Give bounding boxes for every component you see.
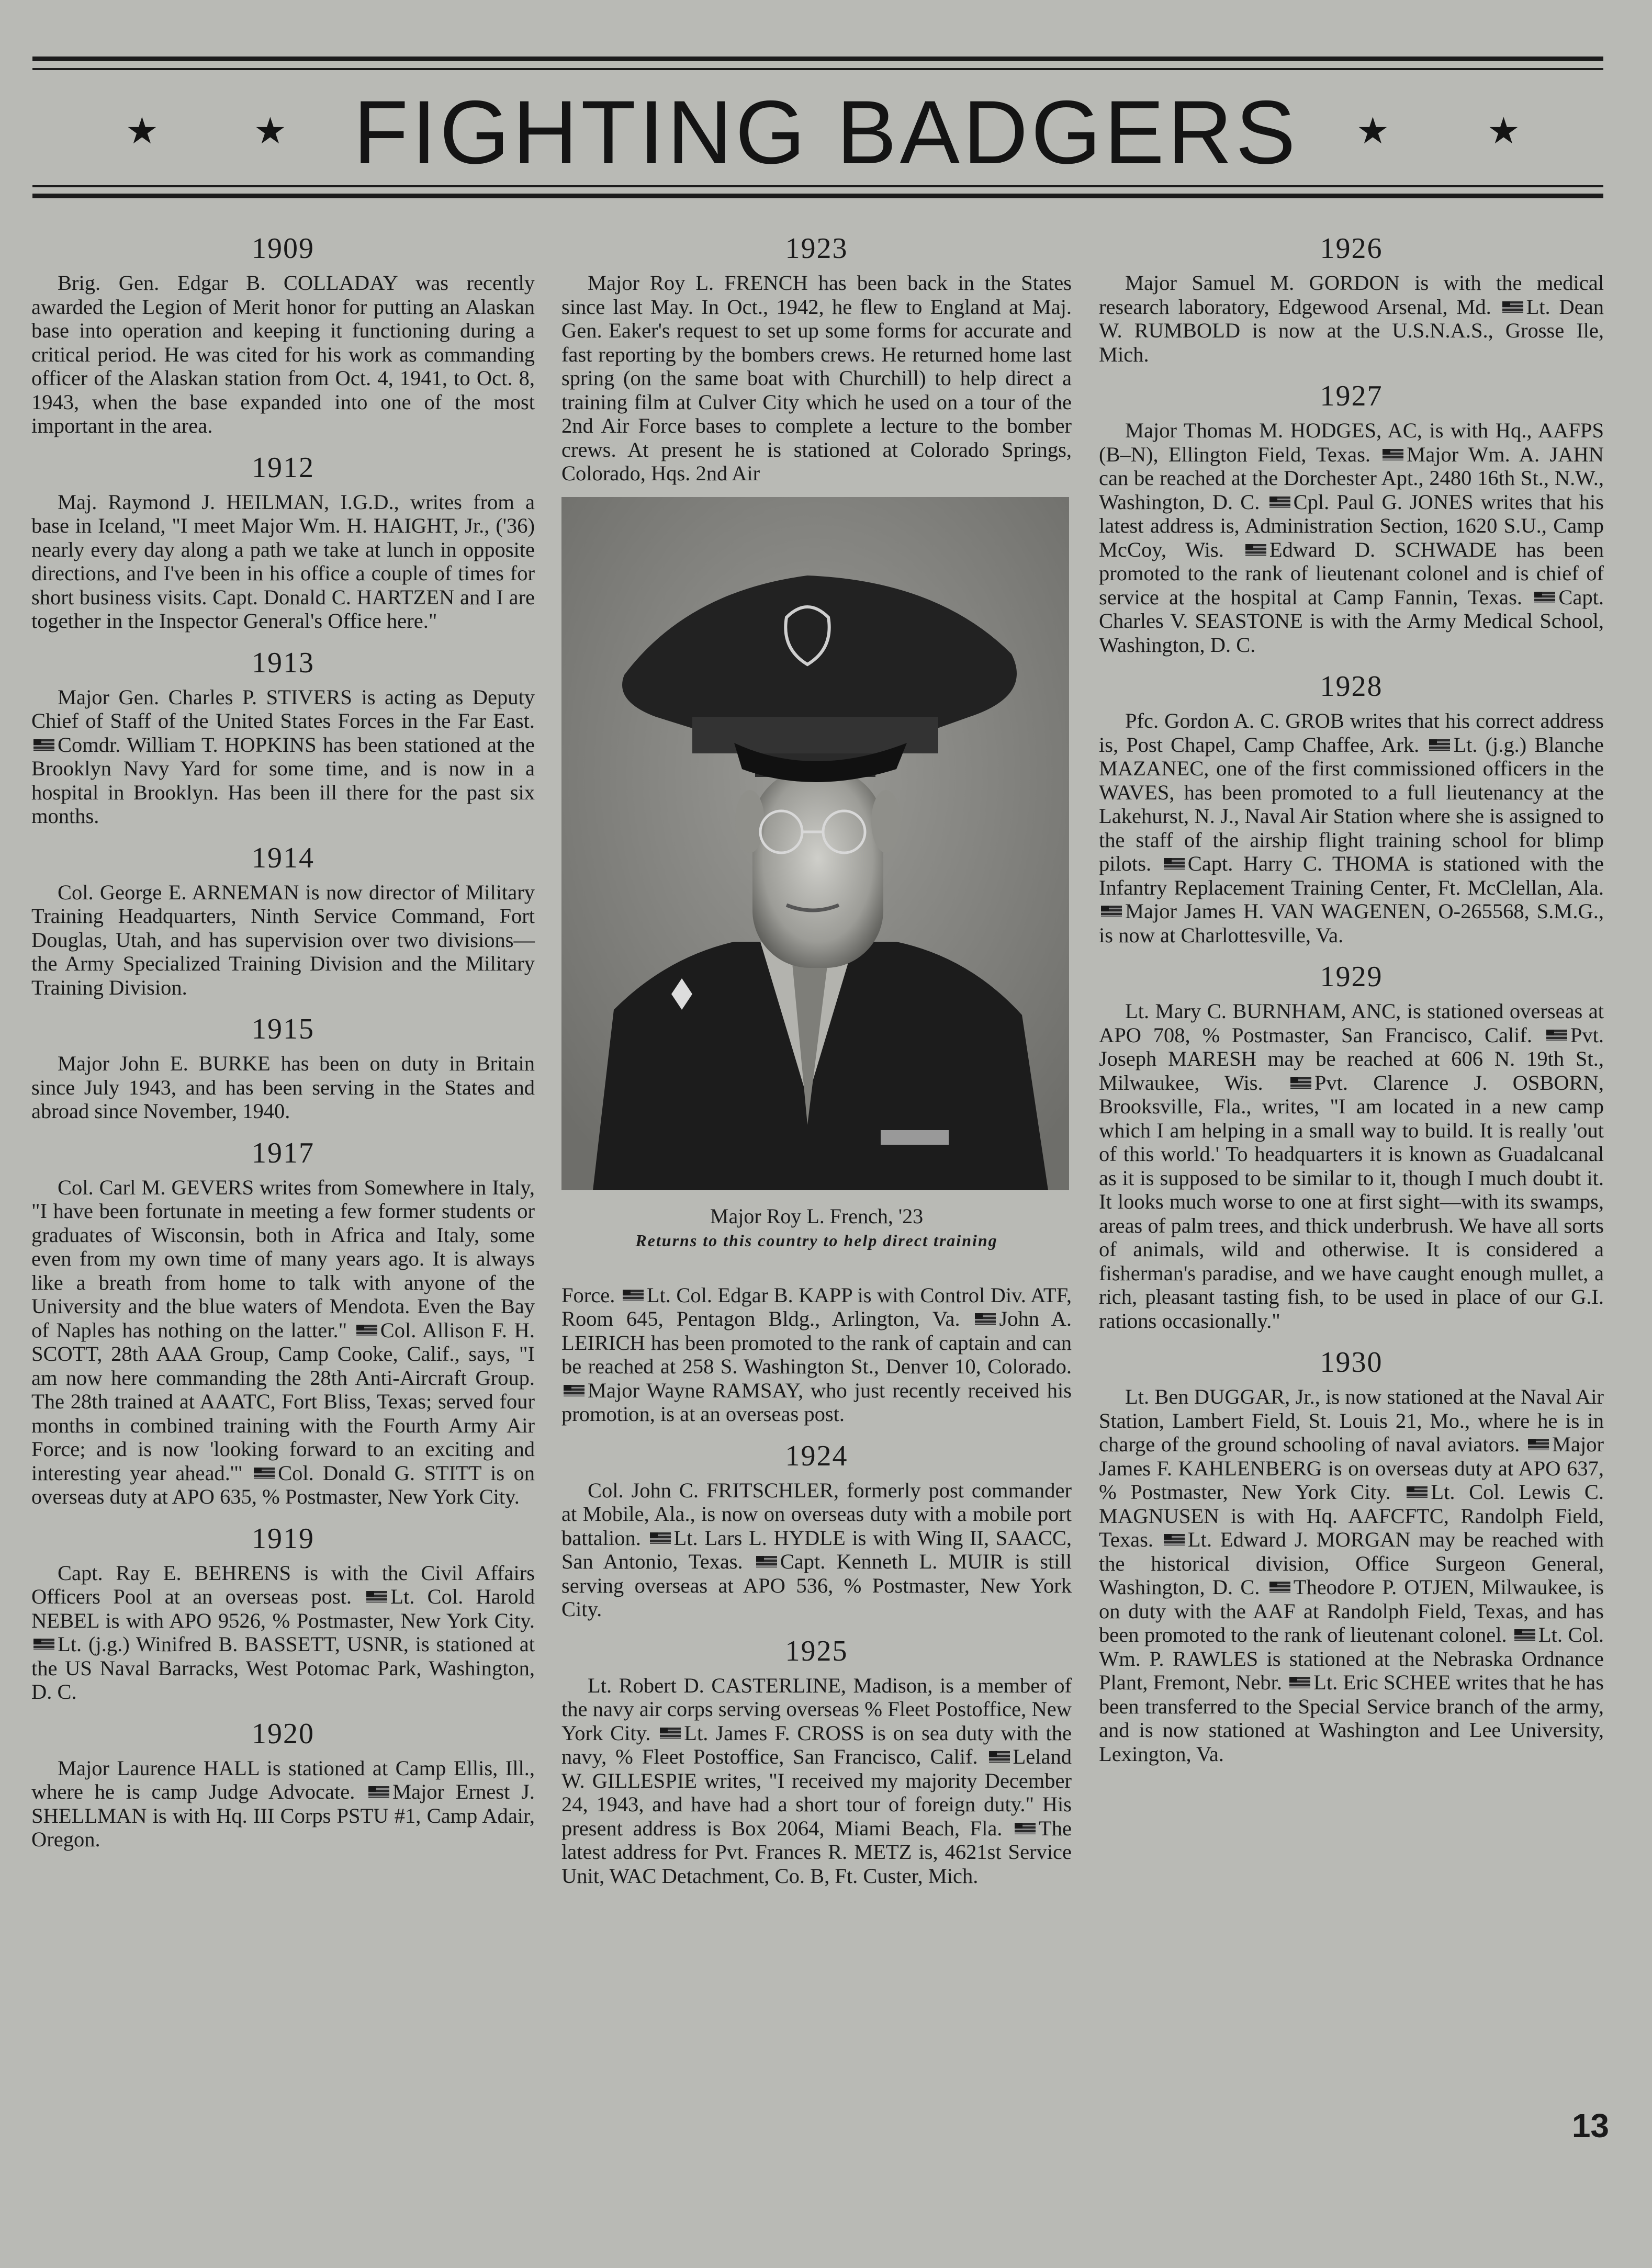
alumni-note: The latest address for Pvt. Frances R. METZ is, 4621st Service Unit, WAC Detachment, Co. B, Ft. Custer, Mich. — [561, 1816, 1072, 1888]
alumni-note: Lt. Col. Edgar B. KAPP is with Control Div. ATF, Room 645, Pentagon Bldg., Arlington, Va. — [561, 1283, 1072, 1330]
class-year-heading: 1927 — [1320, 380, 1383, 412]
alumni-note: Brig. Gen. Edgar B. COLLADAY was recently awarded the Legion of Merit honor for putting an Alaskan base into operation and keeping it functioning during a critical period. He was cited for his work as commanding officer of the Alaskan station from Oct. 4, 1941, to Oct. 8, 1943, when the base expanded into one of the most important in the area. — [31, 271, 535, 437]
class-note-paragraph — [31, 881, 535, 1000]
alumni-note: Lt. Dean W. RUMBOLD is now at the U.S.N.A.S., Grosse Ile, Mich. — [1099, 295, 1604, 366]
flag-icon — [1015, 1823, 1036, 1834]
alumni-note: Lt. (j.g.) Blanche MAZANEC, one of the first commissioned officers in the WAVES, has been promoted to a full lieutenancy at the Lakehurst, N. J., Naval Air Station where she is assigned to the staff of the airship flight training school for blimp pilots. — [1099, 732, 1604, 875]
alumni-note: Lt. Lars L. HYDLE is with Wing II, SAACC, San Antonio, Texas. — [561, 1526, 1072, 1573]
flag-icon — [1383, 449, 1403, 460]
alumni-note: Force. — [561, 1283, 615, 1307]
portrait-image — [561, 497, 1069, 1190]
class-note-paragraph — [1099, 709, 1604, 947]
column-left — [31, 230, 535, 1863]
alumni-note: Lt. Mary C. BURNHAM, ANC, is stationed overseas at APO 708, % Postmaster, San Francisco, Calif. — [1099, 999, 1604, 1047]
page-number: 13 — [1571, 2107, 1609, 2145]
class-note-paragraph — [31, 271, 535, 438]
alumni-note: Major Laurence HALL is stationed at Camp Ellis, Ill., where he is camp Judge Advocate. — [31, 1756, 535, 1803]
alumni-note: Col. Carl M. GEVERS writes from Somewhere in Italy, "I have been fortunate in meeting a few former students or graduates of Wisconsin, both in Africa and Italy, some even from my own time of many years ago. It is always like a breath from home to talk with anyone of the University and the blue waters of Mendota. Even the Bay of Naples has nothing on the latter." — [31, 1175, 535, 1342]
flag-icon — [1407, 1486, 1428, 1498]
class-year-heading: 1914 — [252, 841, 314, 874]
column-right — [1099, 230, 1604, 1777]
class-year-heading: 1913 — [252, 646, 314, 679]
flag-icon — [1164, 1534, 1185, 1545]
flag-icon — [356, 1325, 377, 1336]
class-year-heading: 1930 — [1320, 1346, 1383, 1379]
class-year-heading: 1919 — [252, 1522, 314, 1555]
class-note-paragraph — [31, 490, 535, 633]
class-year-heading: 1924 — [785, 1439, 848, 1472]
class-note-paragraph — [1099, 1385, 1604, 1766]
flag-icon — [1164, 858, 1185, 870]
alumni-note: Major Wm. A. JAHN can be reached at the Dorchester Apt., 2480 16th St., N.W., Washington, D. C. — [1099, 442, 1604, 514]
class-year-heading: 1917 — [252, 1136, 314, 1169]
flag-icon — [1269, 497, 1290, 508]
flag-icon — [1269, 1582, 1290, 1593]
class-note-paragraph — [561, 1479, 1072, 1621]
alumni-note: Lt. Robert D. CASTERLINE, Madison, is a member of the navy air corps serving overseas % Fleet Postoffice, New York City. — [561, 1673, 1072, 1745]
flag-icon — [1528, 1439, 1549, 1450]
alumni-note: Lt. (j.g.) Winifred B. BASSETT, USNR, is stationed at the US Naval Barracks, West Potomac Park, Washington, D. C. — [31, 1632, 535, 1703]
alumni-note: Capt. Harry C. THOMA is stationed with the Infantry Replacement Training Center, Ft. McClellan, Ala. — [1099, 852, 1604, 899]
flag-icon — [756, 1556, 777, 1567]
flag-icon — [975, 1313, 996, 1325]
flag-icon — [368, 1786, 389, 1798]
alumni-note: Col. George E. ARNEMAN is now director of Military Training Headquarters, Ninth Service Command, Fort Douglas, Utah, and has supervision over two divisions—the Army Specialized Training Division and the Military Training Division. — [31, 880, 535, 999]
class-note-paragraph — [561, 271, 1072, 486]
alumni-note: John A. LEIRICH has been promoted to the rank of captain and can be reached at 258 S. Washington St., Denver 10, Colorado. — [561, 1307, 1072, 1378]
alumni-note: Edward D. SCHWADE has been promoted to the rank of lieutenant colonel and is chief of service at the hospital at Camp Fannin, Texas. — [1099, 537, 1604, 609]
class-note-paragraph — [1099, 999, 1604, 1333]
flag-icon — [366, 1591, 387, 1603]
alumni-note: Major Wayne RAMSAY, who just recently received his promotion, is at an overseas post. — [561, 1378, 1072, 1426]
class-year-heading: 1925 — [785, 1634, 848, 1667]
alumni-note: Lt. James F. CROSS is on sea duty with the navy, % Fleet Postoffice, San Francisco, Calif. — [561, 1721, 1072, 1768]
alumni-note: Lt. Col. Lewis C. MAGNUSEN is with Hq. AAFCFTC, Randolph Field, Texas. — [1099, 1480, 1604, 1551]
star-icon: ★ — [1487, 109, 1520, 152]
class-note-paragraph — [561, 1674, 1072, 1888]
star-icon: ★ — [126, 109, 159, 152]
flag-icon — [1514, 1629, 1535, 1641]
flag-icon — [1502, 301, 1523, 313]
class-note-paragraph — [561, 1283, 1072, 1426]
flag-icon — [1546, 1030, 1567, 1041]
flag-icon — [1289, 1677, 1310, 1688]
flag-icon — [564, 1385, 585, 1396]
class-note-paragraph — [31, 685, 535, 828]
page-title: FIGHTING BADGERS — [353, 82, 1299, 183]
class-year-heading: 1923 — [785, 232, 848, 265]
alumni-note: Pfc. Gordon A. C. GROB writes that his correct address is, Post Chapel, Camp Chaffee, Ark. — [1099, 709, 1604, 757]
alumni-note: Lt. Ben DUGGAR, Jr., is now stationed at the Naval Air Station, Lambert Field, St. Louis 21, Mo., where he is in charge of the ground schooling of naval aviators. — [1099, 1385, 1604, 1456]
class-year-heading: 1928 — [1320, 670, 1383, 703]
alumni-note: Major Roy L. FRENCH has been back in the States since last May. In Oct., 1942, he flew to England at Maj. Gen. Eaker's request to set up some forms for accurate and fast reporting by the bombers crews. He returned home last spring (on the same boat with Churchill) to help direct a training film at Culver City which he used on a tour of the 2nd Air Force bases to complete a lecture to the bomber crews. At present he is stationed at Colorado Springs, Colorado, Hqs. 2nd Air — [561, 271, 1072, 485]
masthead-rule-bottom — [32, 194, 1603, 198]
column-middle-bottom — [561, 1283, 1072, 1888]
flag-icon — [623, 1290, 644, 1301]
column-middle — [561, 230, 1072, 1899]
class-note-paragraph — [1099, 419, 1604, 657]
flag-icon — [33, 739, 54, 751]
alumni-note: Capt. Ray E. BEHRENS is with the Civil Affairs Officers Pool at an overseas post. — [31, 1561, 535, 1608]
alumni-note: Pvt. Joseph MARESH may be reached at 606 N. 19th St., Milwaukee, Wis. — [1099, 1023, 1604, 1094]
star-icon: ★ — [254, 109, 287, 152]
alumni-note: Comdr. William T. HOPKINS has been stationed at the Brooklyn Navy Yard for some time, and is now in a hospital in Brooklyn. Has been ill there for the past six months. — [31, 732, 535, 828]
class-year-heading: 1909 — [252, 232, 314, 265]
alumni-note: Lt. Eric SCHEE writes that he has been transferred to the Special Service branch of the army, and is now stationed at Washington and Lee University, Lexington, Va. — [1099, 1671, 1604, 1766]
class-year-heading: 1915 — [252, 1013, 314, 1045]
alumni-note: Lt. Col. Harold NEBEL is with APO 9526, % Postmaster, New York City. — [31, 1585, 535, 1632]
class-year-heading: 1912 — [252, 451, 314, 484]
alumni-note: Lt. Col. Wm. P. RAWLES is stationed at the Nebraska Ordnance Plant, Fremont, Nebr. — [1099, 1623, 1604, 1694]
alumni-note: Col. John C. FRITSCHLER, formerly post commander at Mobile, Ala., is now on overseas duty with a mobile port battalion. — [561, 1478, 1072, 1550]
class-year-heading: 1929 — [1320, 961, 1383, 993]
alumni-note: Capt. Charles V. SEASTONE is with the Army Medical School, Washington, D. C. — [1099, 585, 1604, 657]
alumni-note: Col. Allison F. H. SCOTT, 28th AAA Group, Camp Cooke, Calif., says, "I am now here commanding the 28th Anti-Aircraft Group. The 28th trained at AAATC, Fort Bliss, Texas; served four months in combined training with the Fourth Army Air Force; and is now 'looking forward to an exciting and interesting year ahead.'" — [31, 1318, 535, 1485]
flag-icon — [650, 1532, 671, 1544]
alumni-note: Maj. Raymond J. HEILMAN, I.G.D., writes from a base in Iceland, "I meet Major Wm. H. HAIGHT, Jr., ('36) nearly every day along a path we take at lunch in opposite directions, and I've been in his office a couple of times for short business visits. Capt. Donald C. HARTZEN and I are together in the Inspector General's Office here." — [31, 490, 535, 633]
class-year-heading: 1926 — [1320, 232, 1383, 265]
photo-caption-name: Major Roy L. French, '23 — [710, 1204, 924, 1228]
photo-caption-description: Returns to this country to help direct training — [635, 1231, 998, 1250]
masthead-rule-top — [32, 57, 1603, 61]
alumni-note: Cpl. Paul G. JONES writes that his latest address is, Administration Section, 1620 S.U., Camp McCoy, Wis. — [1099, 490, 1604, 561]
alumni-note: Capt. Kenneth L. MUIR is still serving overseas at APO 536, % Postmaster, New York City. — [561, 1550, 1072, 1621]
column-middle-top — [561, 230, 1072, 486]
alumni-note: Lt. Edward J. MORGAN may be reached with the historical division, Office Surgeon General, Washington, D. C. — [1099, 1528, 1604, 1599]
class-note-paragraph — [31, 1756, 535, 1852]
alumni-note: Pvt. Clarence J. OSBORN, Brooksville, Fla., writes, "I am located in a new camp which I am helping in a small way to build. It is really 'out of this world.' To headquarters it is known as Guadalcanal as it is supposed to be similar to it, though I much doubt it. It looks much worse to one at first sight—with its swamps, areas of palm trees, and thick underbrush. We have all sorts of animals, wild and otherwise. It is considered a fisherman's paradise, and we have caught enough mullet, a rich, pleasant tasting fish, to be used in place of our G.I. rations occasionally." — [1099, 1070, 1604, 1333]
alumni-note: Major John E. BURKE has been on duty in Britain since July 1943, and has been serving in the States and abroad since November, 1940. — [31, 1052, 535, 1123]
flag-icon — [1245, 544, 1266, 556]
alumni-note: Major Gen. Charles P. STIVERS is acting as Deputy Chief of Staff of the United States Forces in the Far East. — [31, 685, 535, 732]
class-year-heading: 1920 — [252, 1717, 314, 1750]
alumni-note: Major Samuel M. GORDON is with the medical research laboratory, Edgewood Arsenal, Md. — [1099, 271, 1604, 319]
class-note-paragraph — [1099, 271, 1604, 366]
alumni-note: Major Ernest J. SHELLMAN is with Hq. III Corps PSTU #1, Camp Adair, Oregon. — [31, 1780, 535, 1851]
star-icon: ★ — [1356, 109, 1389, 152]
class-note-paragraph — [31, 1561, 535, 1704]
flag-icon — [1290, 1077, 1311, 1089]
alumni-note: Major Thomas M. HODGES, AC, is with Hq., AAFPS (B–N), Ellington Field, Texas. — [1099, 419, 1604, 466]
flag-icon — [33, 1639, 54, 1650]
masthead-rule-top-thin — [32, 68, 1603, 70]
masthead-rule-bottom-thin — [32, 185, 1603, 187]
class-note-paragraph — [31, 1052, 535, 1123]
class-note-paragraph — [31, 1176, 535, 1509]
flag-icon — [1534, 592, 1555, 603]
flag-icon — [989, 1751, 1010, 1763]
portrait-photo — [561, 497, 1069, 1190]
flag-icon — [660, 1728, 681, 1739]
flag-icon — [254, 1468, 275, 1479]
alumni-note: Major James F. KAHLENBERG is on overseas duty at APO 637, % Postmaster, New York City. — [1099, 1432, 1604, 1504]
alumni-note: Col. Donald G. STITT is on overseas duty at APO 635, % Postmaster, New York City. — [31, 1461, 535, 1508]
flag-icon — [1101, 906, 1122, 917]
flag-icon — [1429, 739, 1450, 751]
alumni-note: Leland W. GILLESPIE writes, "I received my majority December 24, 1943, and have had a short tour of foreign duty." His present address is Box 2064, Miami Beach, Fla. — [561, 1745, 1072, 1840]
alumni-note: Theodore P. OTJEN, Milwaukee, is on duty with the AAF at Randolph Field, Texas, and has been promoted to the rank of lieutenant colonel. — [1099, 1575, 1604, 1646]
alumni-note: Major James H. VAN WAGENEN, O-265568, S.M.G., is now at Charlottesville, Va. — [1099, 899, 1604, 947]
